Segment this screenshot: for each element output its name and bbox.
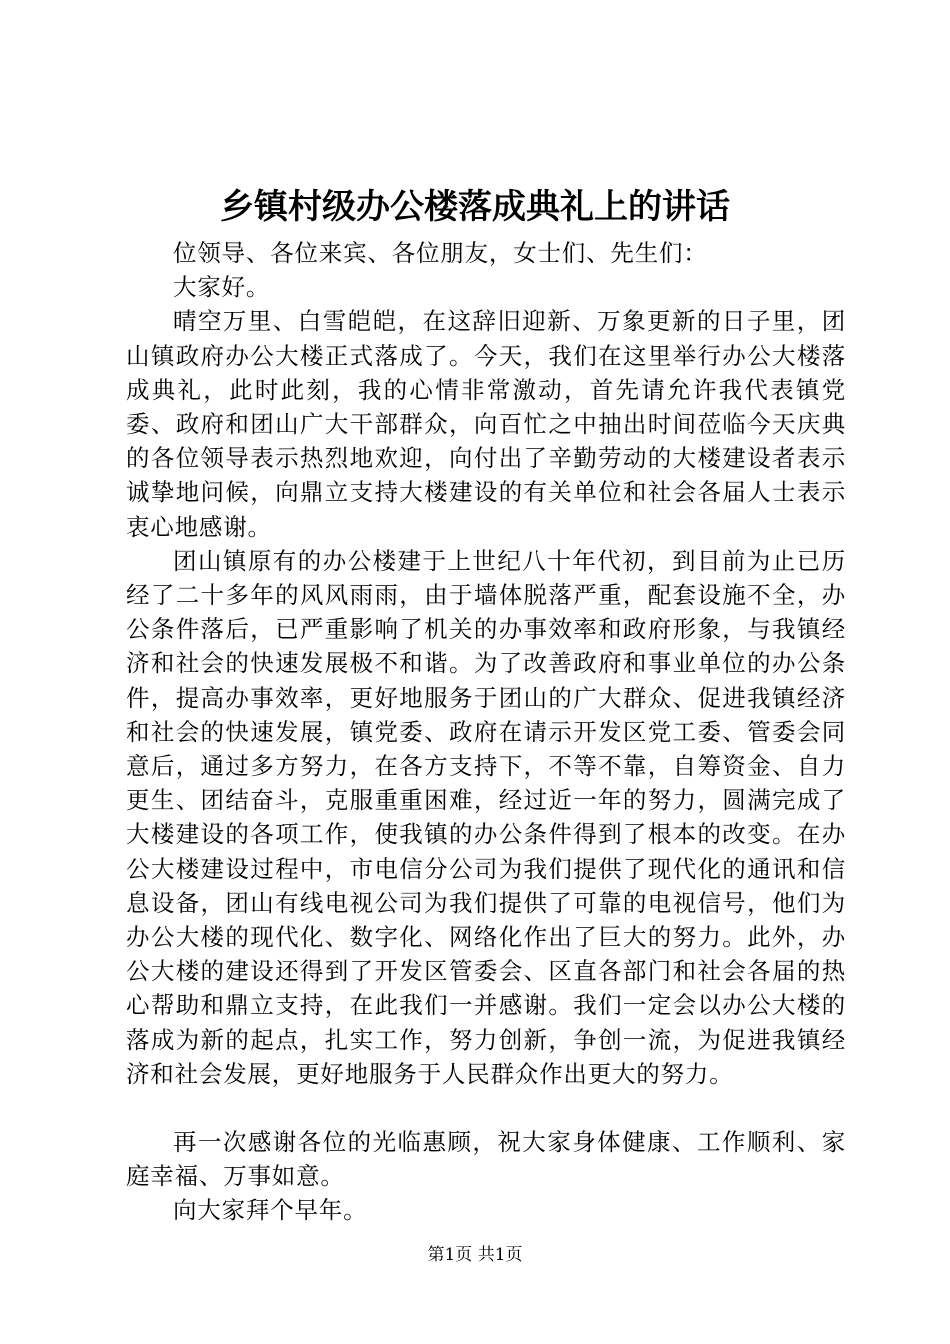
closing-paragraph: 向大家拜个早年。 xyxy=(173,1196,368,1225)
greeting-paragraph: 大家好。 xyxy=(173,273,271,302)
body-paragraph-welcome: 晴空万里、白雪皑皑，在这辞旧迎新、万象更新的日子里，团山镇政府办公大楼正式落成了。今天，我们在这里举行办公大楼落成典礼，此时此刻，我的心情非常激动，首先请允许我代表镇党委、政府和团山广大干部群众，向百忙之中抽出时间莅临今天庆典的各位领导表示热烈地欢迎，向付出了辛勤劳动的大楼建设者表示诚挚地问候，向鼎立支持大楼建设的有关单位和社会各届人士表示衷心地感谢。 xyxy=(126,307,846,541)
body-paragraph-thanks: 再一次感谢各位的光临惠顾，祝大家身体健康、工作顺利、家庭幸福、万事如意。 xyxy=(126,1128,846,1191)
document-body xyxy=(126,236,846,1228)
document-title: 乡镇村级办公楼落成典礼上的讲话 xyxy=(220,187,730,227)
salutation-paragraph: 位领导、各位来宾、各位朋友，女士们、先生们： xyxy=(173,239,708,267)
page-footer: 第1页 共1页 xyxy=(427,1245,523,1265)
body-paragraph-history: 团山镇原有的办公楼建于上世纪八十年代初，到目前为止已历经了二十多年的风风雨雨，由于墙体脱落严重，配套设施不全，办公条件落后，已严重影响了机关的办事效率和政府形象，与我镇经济和社会的快速发展极不和谐。为了改善政府和事业单位的办公条件，提高办事效率，更好地服务于团山的广大群众、促进我镇经济和社会的快速发展，镇党委、政府在请示开发区党工委、管委会同意后，通过多方努力，在各方支持下，不等不靠，自筹资金、自力更生、团结奋斗，克服重重困难，经过近一年的努力，圆满完成了大楼建设的各项工作，使我镇的办公条件得到了根本的改变。在办公大楼建设过程中，市电信分公司为我们提供了现代化的通讯和信息设备，团山有线电视公司为我们提供了可靠的电视信号，他们为办公大楼的现代化、数字化、网络化作出了巨大的努力。此外，办公大楼的建设还得到了开发区管委会、区直各部门和社会各届的热心帮助和鼎立支持，在此我们一并感谢。我们一定会以办公大楼的落成为新的起点，扎实工作，努力创新，争创一流，为促进我镇经济和社会发展，更好地服务于人民群众作出更大的努力。 xyxy=(126,546,846,1088)
